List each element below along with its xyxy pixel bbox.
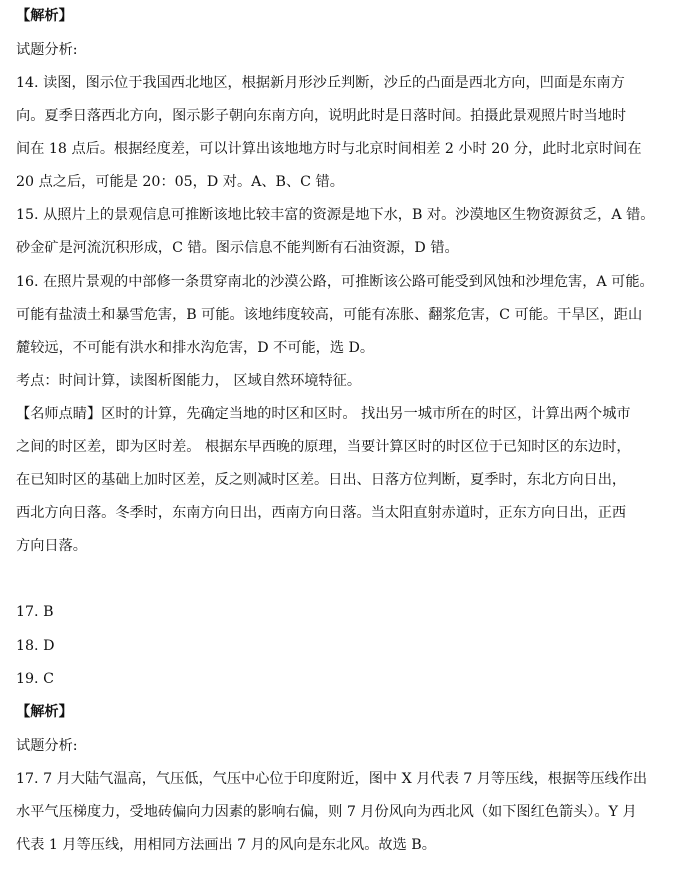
q17-line-1: 17. 7 月大陆气温高，气压低，气压中心位于印度附近，图中 X 月代表 7 月等压线，根据等压线作出 (16, 771, 648, 787)
q15-line-1: 15. 从照片上的景观信息可推断该地比较丰富的资源是地下水，B 对。沙漠地区生物资源贫乏，A 错。 (16, 207, 655, 223)
tips-line-2: 之间的时区差，即为区时差。 根据东早西晚的原理，当要计算区时的时区位于已知时区的东边时， (16, 439, 631, 455)
q14-line-1: 14. 读图，图示位于我国西北地区，根据新月形沙丘判断，沙丘的凸面是西北方向，凹面是东南方 (16, 75, 625, 91)
analysis-subheader-1: 试题分析: (16, 42, 78, 58)
q16-line-2: 可能有盐渍土和暴雪危害，B 可能。该地纬度较高，可能有冻胀、翻浆危害，C 可能。干旱区，距山 (16, 307, 643, 323)
q16-line-3: 麓较远，不可能有洪水和排水沟危害，D 不可能，选 D。 (16, 340, 375, 356)
kaodian-line: 考点：时间计算，读图析图能力， 区域自然环境特征。 (16, 373, 362, 389)
q16-line-1: 16. 在照片景观的中部修一条贯穿南北的沙漠公路，可推断该公路可能受到风蚀和沙埋危害，A 可能。 (16, 274, 654, 290)
q17-line-3: 代表 1 月等压线，用相同方法画出 7 月的风向是东北风。故选 B。 (16, 837, 436, 853)
q14-line-4: 20 点之后，可能是 20：05，D 对。A、B、C 错。 (16, 174, 344, 190)
q15-line-2: 砂金矿是河流沉积形成，C 错。图示信息不能判断有石油资源，D 错。 (16, 240, 459, 256)
tips-line-3: 在已知时区的基础上加时区差，反之则减时区差。日出、日落方位判断，夏季时，东北方向日出， (16, 472, 627, 488)
q14-line-3: 间在 18 点后。根据经度差，可以计算出该地地方时与北京时间相差 2 小时 20 分，此时北京时间在 (16, 141, 642, 157)
answer-19: 19. C (16, 671, 54, 687)
q17-line-2: 水平气压梯度力，受地砖偏向力因素的影响右偏，则 7 月份风向为西北风（如下图红色箭头）。Y 月 (16, 804, 637, 820)
analysis-header-2: 【解析】 (16, 704, 73, 720)
q14-line-2: 向。夏季日落西北方向，图示影子朝向东南方向，说明此时是日落时间。拍摄此景观照片时当地时 (16, 108, 627, 124)
analysis-header-1: 【解析】 (16, 8, 73, 24)
analysis-subheader-2: 试题分析: (16, 738, 78, 754)
answer-17: 17. B (16, 604, 54, 620)
tips-line-4: 西北方向日落。冬季时，东南方向日出，西南方向日落。当太阳直射赤道时，正东方向日出，正西 (16, 505, 627, 521)
tips-line-5: 方向日落。 (16, 538, 87, 554)
tips-line-1: 【名师点睛】区时的计算，先确定当地的时区和区时。 找出另一城市所在的时区，计算出两个城市 (16, 406, 631, 422)
answer-18: 18. D (16, 638, 55, 654)
